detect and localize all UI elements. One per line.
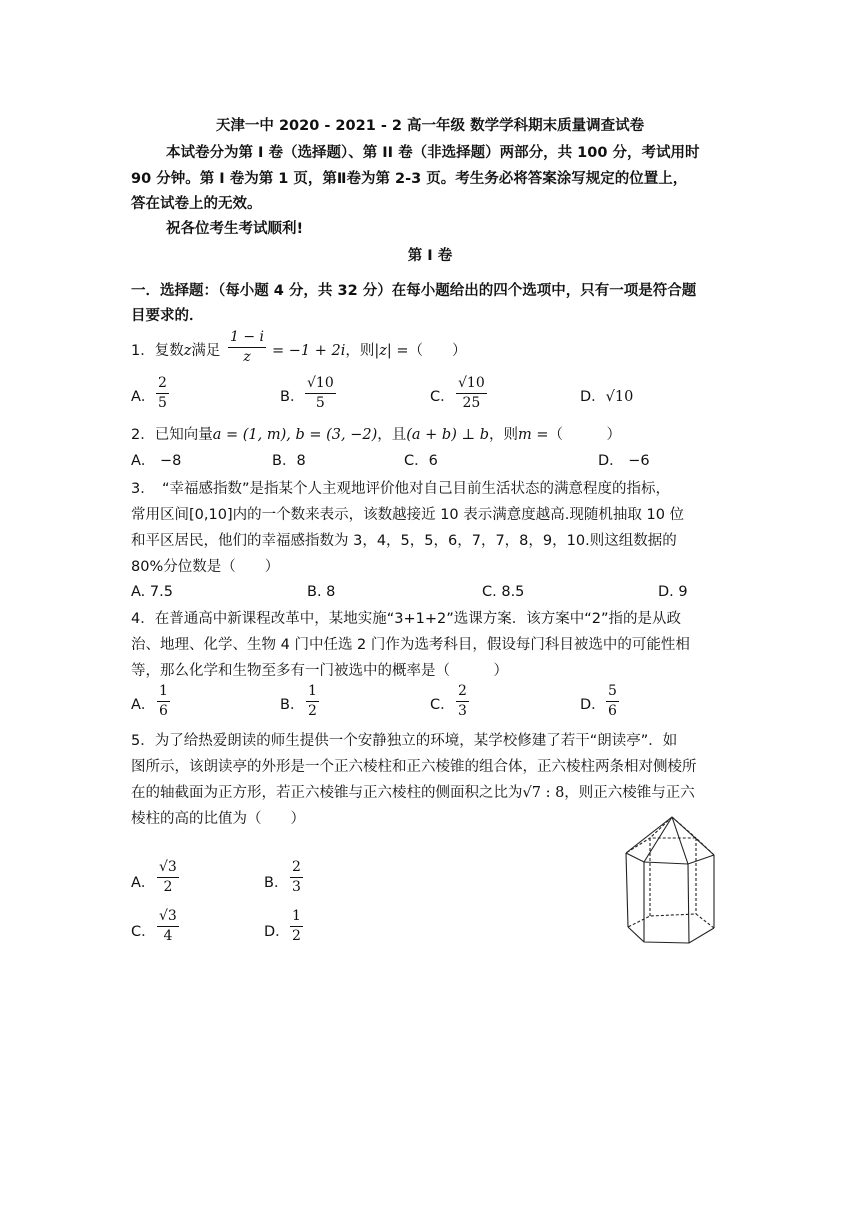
section-heading-line-1: 一．选择题：（每小题 4 分，共 32 分）在每小题给出的四个选项中，只有一项是符合题 [131,283,697,299]
q3-option-a: A. 7.5 [131,584,173,600]
q1-rhs: = −1 + 2i [272,343,346,359]
q5-line-1: 5．为了给热爱朗读的师生提供一个安静独立的环境，某学校修建了若干“朗读亭”．如 [131,733,678,749]
q3-line-3: 和平区居民，他们的幸福感指数为 3，4，5，5，6，7，7，8，9，10.则这组数据的 [131,533,677,549]
q5-line-3-end: ，则正六棱锥与正六 [564,785,695,801]
q4-option-d-value [606,683,619,720]
q4-c-num: 2 [456,683,469,702]
q2-ask: ，则 [489,427,519,443]
q3-line-1: 3． “幸福感指数”是指某个人主观地评价他对自己目前生活状态的满意程度的指标， [131,481,670,497]
wish-line: 祝各位考生考试顺利! [166,221,304,237]
q3-option-d: D. 9 [658,584,688,600]
q4-option-b-label: B． [280,697,305,713]
q4-option-a-label: A． [131,697,156,713]
q1-var: z [183,343,192,359]
q2-mid: ，且 [377,427,407,443]
q4-option-c-label: C． [430,697,455,713]
q4-option-c-value [456,683,469,720]
q2-m: m = [518,427,549,443]
q1-a-num: 2 [156,375,169,394]
q4-a-num: 1 [157,683,170,702]
intro-line-1: 本试卷分为第 I 卷（选择题）、第 II 卷（非选择题）两部分，共 100 分，考试用时 [166,145,700,161]
q3-option-b: B. 8 [307,584,336,600]
q4-a-den: 6 [159,703,168,719]
q1-stem-rest [272,341,467,361]
q5-option-d-label: D． [264,924,290,940]
q1-option-d [580,387,633,407]
q2-tail: （ ） [548,427,622,443]
q1-fraction [228,329,266,366]
q4-b-den: 2 [308,703,317,719]
q1-ask: ，则 [345,343,375,359]
q1-mid: 满足 [191,343,221,359]
q4-b-num: 1 [306,683,319,702]
q2-option-d: D． −6 [598,453,650,469]
pavilion-figure [614,810,726,948]
q1-option-c-label: C． [430,389,455,405]
q5-option-a-label: A． [131,875,156,891]
intro-line-3: 答在试卷上的无效。 [131,196,262,212]
q4-option-a-value [157,683,170,720]
q1-abs: |z| = [374,343,409,359]
q5-c-num: √3 [157,908,179,927]
q1-pre: 1．复数 [131,343,184,359]
q3-option-c: C. 8.5 [482,584,525,600]
q1-frac-num: 1 − i [228,329,266,348]
q5-a-den: 2 [163,879,173,895]
q2-condition: (a + b) ⊥ b [406,427,490,443]
q3-line-4: 80%分位数是（ ） [131,559,280,575]
q5-c-den: 4 [163,928,173,944]
q2-pre: 2．已知向量 [131,427,213,443]
q4-line-1: 4．在普通高中新课程改革中，某地实施“3+1+2”选课方案．该方案中“2”指的是从政 [131,611,681,627]
q1-c-num: √10 [456,375,487,394]
q1-option-c-value [456,375,487,412]
q4-c-den: 3 [458,703,467,719]
q1-a-den: 5 [158,395,167,411]
q2-vectors: a = (1, m), b = (3, −2) [212,427,378,443]
exam-title: 天津一中 2020 - 2021 - 2 高一年级 数学学科期末质量调查试卷 [215,118,645,134]
q5-option-c-value [157,908,179,945]
q1-tail: （ ） [408,343,467,359]
q5-option-b-value [290,859,303,896]
q5-line-2: 图所示，该朗读亭的外形是一个正六棱柱和正六棱锥的组合体，正六棱柱两条相对侧棱所 [131,759,697,775]
q1-option-a-value [156,375,169,412]
q2-option-b: B．8 [272,453,306,469]
q5-d-den: 2 [292,928,301,944]
q5-option-d-value [290,908,303,945]
q4-d-num: 5 [606,683,619,702]
q5-b-num: 2 [290,859,303,878]
q1-option-b-label: B． [280,389,305,405]
q1-frac-den: z [243,349,251,365]
q5-ratio: √7 : 8 [522,785,565,801]
q1-stem [131,341,220,361]
q5-option-b-label: B． [264,875,289,891]
q4-line-2: 治、地理、化学、生物 4 门中任选 2 门作为选考科目，假设每门科目被选中的可能性相 [131,637,690,653]
q1-c-den: 25 [462,395,481,411]
q5-line-3 [131,783,695,803]
q2-stem [131,425,621,445]
q4-option-b-value [306,683,319,720]
q2-option-a: A． −8 [131,453,182,469]
q5-option-c-label: C． [131,924,156,940]
part-heading: 第 I 卷 [407,248,453,264]
section-heading-line-2: 目要求的． [131,308,204,324]
q1-option-a-label: A． [131,389,156,405]
q4-d-den: 6 [608,703,617,719]
q1-d-label: D． [580,389,606,405]
q3-line-2: 常用区间[0,10]内的一个数来表示，该数越接近 10 表示满意度越高.现随机抽取 10 位 [131,507,685,523]
q5-line-4: 棱柱的高的比值为（ ） [131,811,305,827]
q1-option-b-value [305,375,336,412]
q1-b-den: 5 [315,395,325,411]
intro-line-2: 90 分钟。第 I 卷为第 1 页，第Ⅱ卷为第 2-3 页。考生务必将答案涂写规定的位置上， [131,171,688,187]
q1-b-num: √10 [305,375,336,394]
q5-a-num: √3 [157,859,179,878]
q5-option-a-value [157,859,179,896]
q5-d-num: 1 [290,908,303,927]
q2-option-c: C．6 [404,453,438,469]
q1-d-value: √10 [605,389,634,405]
q4-option-d-label: D． [580,697,606,713]
q4-line-3: 等，那么化学和生物至多有一门被选中的概率是（ ） [131,663,508,679]
q5-b-den: 3 [292,879,301,895]
q5-line-3-start: 在的轴截面为正方形，若正六棱锥与正六棱柱的侧面积之比为 [131,785,523,801]
